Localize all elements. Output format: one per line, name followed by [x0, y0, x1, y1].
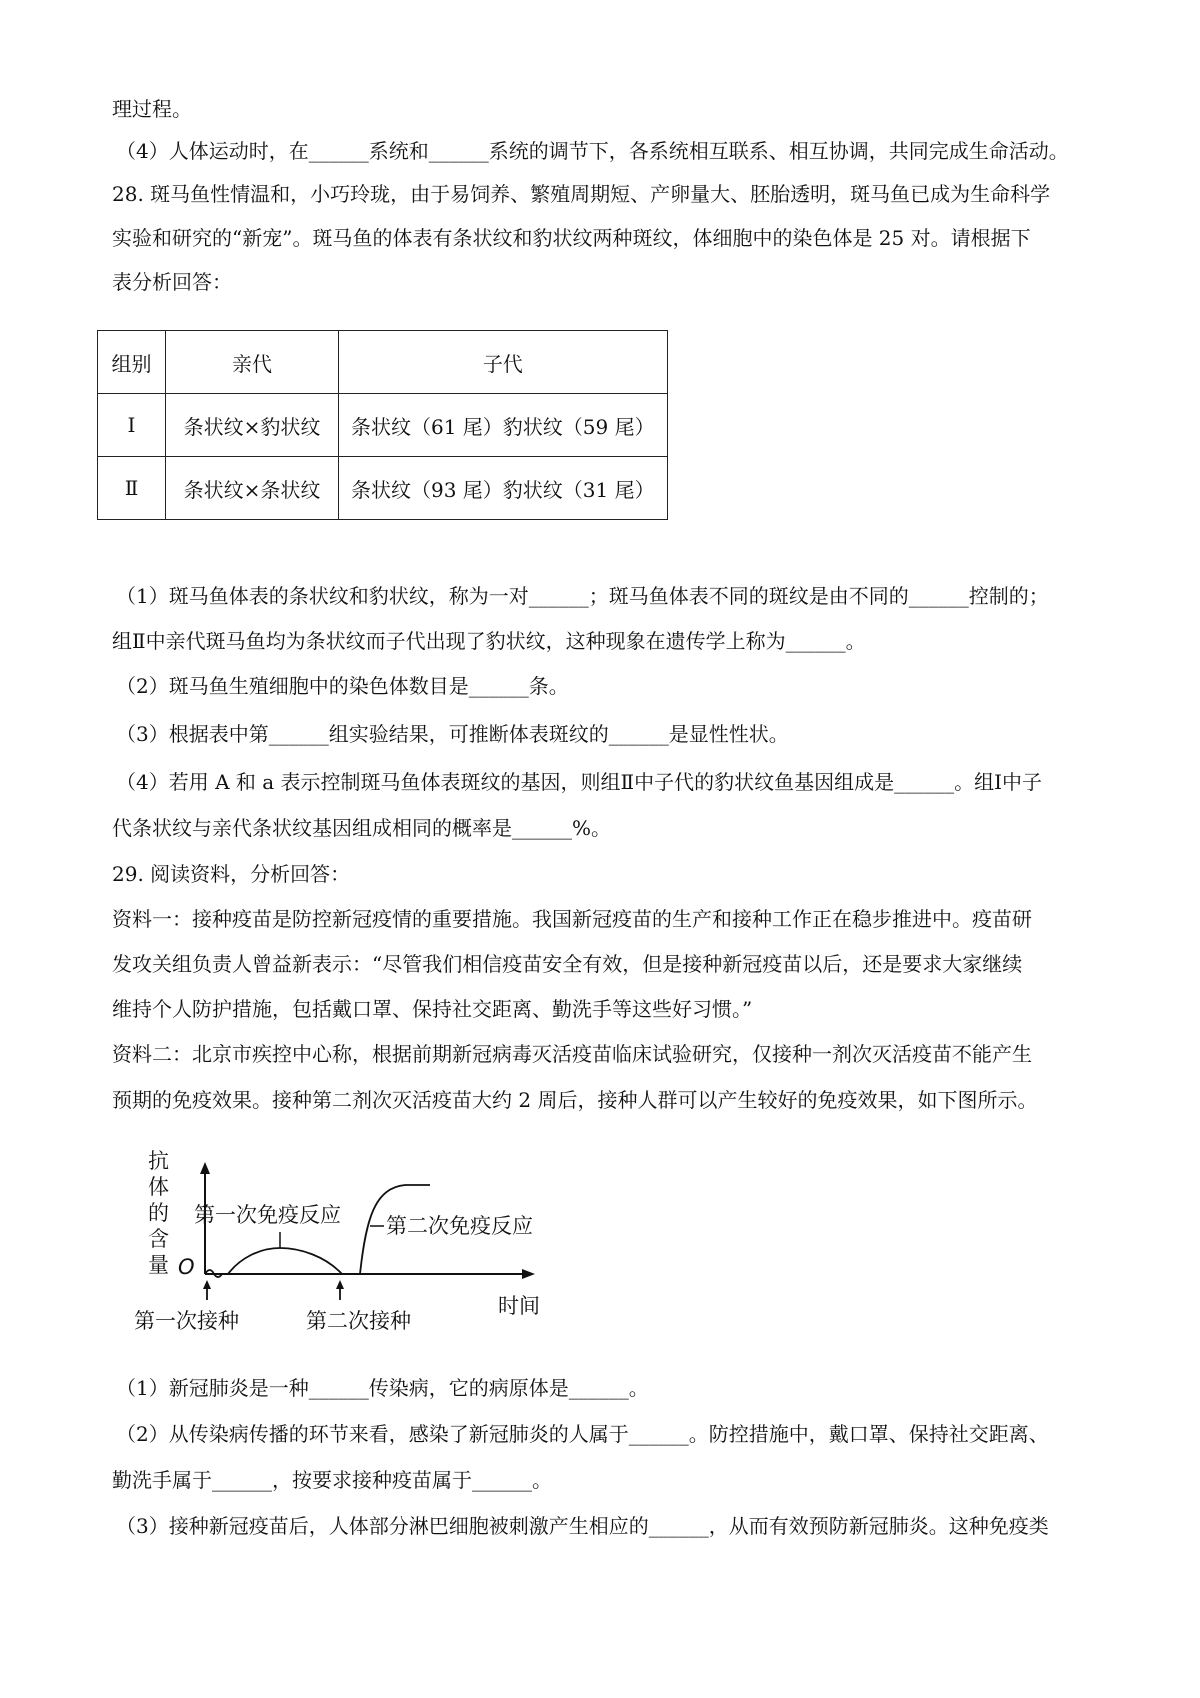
question-29-3: （3）接种新冠疫苗后，人体部分淋巴细胞被刺激产生相应的______，从而有效预防新冠肺炎。这种免疫类	[116, 1514, 1049, 1538]
antibody-response-diagram	[130, 1148, 610, 1348]
y-axis-label-char: 的	[148, 1201, 169, 1225]
table-cell-group: Ⅰ	[98, 394, 166, 457]
table-cell-group: Ⅱ	[98, 457, 166, 520]
text-line: 发攻关组负责人曾益新表示：“尽管我们相信疫苗安全有效，但是接种新冠疫苗以后，还是要求大家继续	[112, 952, 1023, 976]
text-line: 预期的免疫效果。接种第二剂次灭活疫苗大约 2 周后，接种人群可以产生较好的免疫效果，如下图所示。	[112, 1088, 1038, 1112]
table-cell-parents: 条状纹×条状纹	[166, 457, 339, 520]
text-line: 理过程。	[112, 97, 192, 121]
first-dose-label: 第一次接种	[134, 1309, 239, 1333]
question-29-2: （2）从传染病传播的环节来看，感染了新冠肺炎的人属于______。防控措施中，戴口罩、保持社交距离、	[116, 1422, 1049, 1446]
y-axis-label-char: 含	[148, 1227, 169, 1251]
table-cell-offspring: 条状纹（61 尾）豹状纹（59 尾）	[339, 394, 668, 457]
x-axis-label: 时间	[498, 1294, 540, 1318]
arrow-up-icon	[336, 1280, 344, 1289]
inheritance-table	[97, 330, 668, 520]
text-line: 维持个人防护措施，包括戴口罩、保持社交距离、勤洗手等这些好习惯。”	[112, 997, 753, 1021]
table-cell-parents: 条状纹×豹状纹	[166, 394, 339, 457]
question-29-stem: 29. 阅读资料，分析回答：	[112, 862, 351, 886]
first-response-label: 第一次免疫反应	[194, 1203, 341, 1227]
y-axis-arrow-icon	[200, 1162, 210, 1174]
table-row	[98, 394, 668, 457]
text-line: 实验和研究的“新宠”。斑马鱼的体表有条状纹和豹状纹两种斑纹，体细胞中的染色体是 25 对。请根据下	[112, 226, 1031, 250]
text-line: 勤洗手属于______，按要求接种疫苗属于______。	[112, 1468, 552, 1492]
question-28-2: （2）斑马鱼生殖细胞中的染色体数目是______条。	[116, 674, 569, 698]
table-header-cell: 亲代	[166, 331, 339, 394]
arrow-up-icon	[203, 1280, 211, 1289]
question-29-1: （1）新冠肺炎是一种______传染病，它的病原体是______。	[116, 1376, 649, 1400]
second-dose-label: 第二次接种	[306, 1309, 411, 1333]
question-27-4: （4）人体运动时，在______系统和______系统的调节下，各系统相互联系、相互协调，共同完成生命活动。	[116, 139, 1069, 163]
material-one: 资料一：接种疫苗是防控新冠疫情的重要措施。我国新冠疫苗的生产和接种工作正在稳步推进中。疫苗研	[112, 907, 1032, 931]
question-28-stem: 28. 斑马鱼性情温和，小巧玲珑，由于易饲养、繁殖周期短、产卵量大、胚胎透明，斑马鱼已成为生命科学	[112, 182, 1051, 206]
table-header-row	[98, 331, 668, 394]
origin-label: O	[178, 1255, 195, 1279]
table-header-cell: 组别	[98, 331, 166, 394]
table-row	[98, 457, 668, 520]
question-28-4: （4）若用 A 和 a 表示控制斑马鱼体表斑纹的基因，则组Ⅱ中子代的豹状纹鱼基因组成是______。组Ⅰ中子	[116, 770, 1043, 794]
table-cell-offspring: 条状纹（93 尾）豹状纹（31 尾）	[339, 457, 668, 520]
x-axis-arrow-icon	[522, 1269, 535, 1279]
table-header-cell: 子代	[339, 331, 668, 394]
y-axis-label-char: 量	[148, 1253, 169, 1277]
text-line: 组Ⅱ中亲代斑马鱼均为条状纹而子代出现了豹状纹，这种现象在遗传学上称为______。	[112, 629, 866, 653]
y-axis-label-char: 体	[148, 1175, 169, 1199]
text-line: 代条状纹与亲代条状纹基因组成相同的概率是______%。	[112, 816, 612, 840]
material-two: 资料二：北京市疾控中心称，根据前期新冠病毒灭活疫苗临床试验研究，仅接种一剂次灭活疫苗不能产生	[112, 1042, 1032, 1066]
second-response-label: 第二次免疫反应	[386, 1214, 533, 1238]
question-28-3: （3）根据表中第______组实验结果，可推断体表斑纹的______是显性性状。	[116, 722, 789, 746]
y-axis-label-char: 抗	[148, 1149, 169, 1173]
text-line: 表分析回答：	[112, 270, 232, 294]
question-28-1: （1）斑马鱼体表的条状纹和豹状纹，称为一对______；斑马鱼体表不同的斑纹是由不同的______控制的；	[116, 584, 1049, 608]
